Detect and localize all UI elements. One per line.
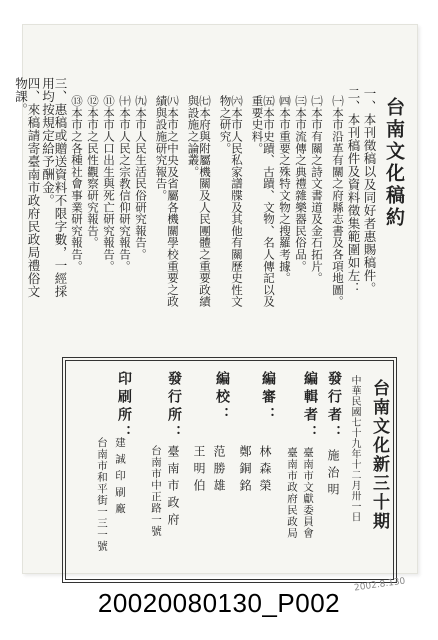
rule-item: ㈠本市沿革有關之府縣志書及各項地圖。 [331,95,345,308]
printer-address: 台南市和平街一三一號 [96,437,108,552]
rule-1: 一、本刊徵稿以及同好者惠賜稿件。 [362,87,377,295]
office-address: 台南市中正路一號 [150,445,162,537]
image-caption: 20020080130_P002 [97,588,341,618]
reviewer-name: 鄭銅銘 [238,445,252,496]
editor-org: 臺南市政府民政局 [286,447,298,539]
proof-label: 編校： [214,371,230,425]
editor-org: 臺南市文獻委員會 [302,447,314,539]
document-page [13,24,418,574]
rule-item: ㈣本市重要之殊特文物之搜羅考據。 [278,95,292,284]
rule-4: 四、來稿請寄臺南市政府民政局禮俗文物課。 [13,77,41,298]
rule-item: ⑪本市人口出生與死亡研究報告。 [102,95,116,272]
rule-2: 二、本刊稿件及資料徵集範圍如左： [346,87,361,295]
archive-stamp: 2002.8.130 [354,576,407,594]
reviewer-name: 林森榮 [258,445,272,496]
office-name: 臺南市政府 [166,445,180,530]
editor-label: 編輯者： [302,371,318,443]
rule-item: ㈤本市史蹟、古蹟、文物、名人傳記以及重要史料。 [250,95,276,308]
printer-label: 印刷所： [116,371,132,443]
publisher-name: 施治明 [326,449,340,500]
rule-item: ㈩本市人民之宗教信仰研究報告。 [118,95,132,272]
publication-date: 中華民國七十九年十二月卅一日 [349,375,360,522]
review-label: 編審： [260,371,276,425]
page-title: 台南文化稿約 [383,97,405,229]
printer-name: 建誠印刷廠 [114,437,126,520]
rule-item: ㈢本市流傳之典禮雜樂器民俗品。 [294,95,308,272]
rule-item: ⑫本市之民性觀察研究報告。 [86,95,100,249]
proofer-name: 王明伯 [192,445,206,496]
rule-3: 三、惠稿或贈送資料不限字數，一經採用均按規定給予酬金。 [40,77,68,298]
rule-item: ㈦本府與附屬機關及人民團體之重要政績與設施之論叢。 [186,95,212,308]
rule-item: ㈡本市有關之詩文書道及金石拓片。 [310,95,324,284]
publisher-label: 發行者： [326,371,342,443]
rule-item: ㈨本市人民生活民俗研究報告。 [134,95,148,261]
rule-item: ㈥本市人民私家譜牒及其他有關歷史性文物之研究。 [218,95,244,308]
colophon-box [62,357,397,583]
office-label: 發行所： [166,371,182,443]
rule-item: ㈧本市之中央及省屬各機關學校重要之政績與設施研究報告。 [154,95,180,308]
proofer-name: 范勝雄 [212,445,226,496]
magazine-issue: 台南文化新三十期 [369,379,389,531]
rule-item: ⑬本市之各種社會事業研究報告。 [70,95,84,272]
